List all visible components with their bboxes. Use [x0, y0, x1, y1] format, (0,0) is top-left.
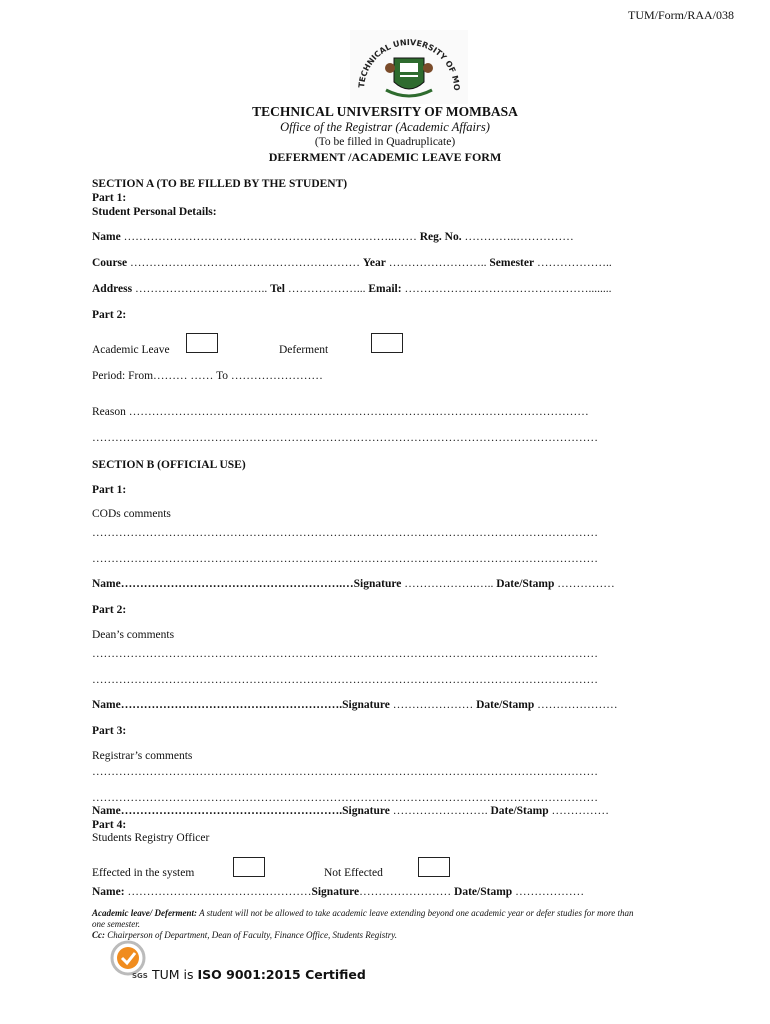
reason-row[interactable]	[92, 406, 589, 418]
year-field[interactable]: ……………………..	[388, 257, 487, 269]
email-label: Email:	[368, 283, 402, 295]
regno-field[interactable]: …………..……………	[464, 231, 574, 243]
cod-signature-label: Signature	[353, 578, 402, 590]
address-row[interactable]	[92, 283, 611, 295]
copies-note: (To be filled in Quadruplicate)	[314, 136, 456, 148]
academic-leave-note	[92, 908, 633, 918]
registrar-comments-line2[interactable]: ……………………………………………………………………………………………………………………	[92, 792, 598, 804]
note-text: A student will not be allowed to take academic leave extending beyond one academic year or defer studies for more than	[199, 908, 634, 918]
svg-text:SGS: SGS	[132, 972, 148, 980]
cod-name-field[interactable]: Name………………………………………………….…	[92, 578, 354, 590]
registrar-signature-label: Signature	[342, 805, 390, 817]
reason-field[interactable]: …………………………………………………………………………………………………………	[128, 406, 589, 418]
dean-date-field[interactable]: …………………	[537, 699, 618, 711]
officer-signature-field[interactable]: ……………………	[359, 886, 452, 898]
address-label: Address	[92, 283, 133, 295]
cod-comments-line2[interactable]: ……………………………………………………………………………………………………………………	[92, 553, 598, 565]
registrar-comments-line1[interactable]: ……………………………………………………………………………………………………………………	[92, 766, 598, 778]
not-effected-label: Not Effected	[324, 867, 383, 879]
period-to-field[interactable]: To ……………………	[216, 370, 323, 382]
personal-details-label: Student Personal Details:	[92, 206, 217, 218]
officer-signature-row[interactable]	[92, 886, 584, 898]
period-row[interactable]	[92, 370, 323, 382]
dean-comments-line1[interactable]: ……………………………………………………………………………………………………………………	[92, 648, 598, 660]
officer-date-label: Date/Stamp	[454, 886, 513, 898]
dean-signature-field[interactable]: …………………	[392, 699, 474, 711]
course-row[interactable]	[92, 257, 612, 269]
dean-comments-line2[interactable]: ……………………………………………………………………………………………………………………	[92, 674, 598, 686]
tel-label: Tel	[270, 283, 285, 295]
cod-date-label: Date/Stamp	[496, 578, 555, 590]
email-field[interactable]: …………………………………………........	[404, 283, 612, 295]
effected-label: Effected in the system	[92, 867, 195, 879]
section-b-part4: Part 4:	[92, 819, 127, 831]
cod-comments-line1[interactable]: ……………………………………………………………………………………………………………………	[92, 527, 598, 539]
course-label: Course	[92, 257, 128, 269]
officer-name-label: Name:	[92, 886, 125, 898]
effected-checkbox[interactable]	[233, 857, 265, 877]
dean-signature-label: Signature	[342, 699, 390, 711]
registrar-signature-row[interactable]	[92, 805, 609, 817]
registry-officer-label: Students Registry Officer	[92, 832, 210, 844]
name-field[interactable]: ……………………………………………………………..……	[123, 231, 417, 243]
note-text-line2: one semester.	[92, 919, 140, 929]
regno-label: Reg. No.	[419, 231, 462, 243]
name-row[interactable]	[92, 231, 574, 243]
section-a-part2: Part 2:	[92, 309, 127, 321]
cc-text: Chairperson of Department, Dean of Faculty, Finance Office, Students Registry.	[107, 930, 397, 940]
officer-signature-label: Signature	[311, 886, 360, 898]
iso-prefix: TUM is	[152, 967, 194, 982]
section-b-part1: Part 1:	[92, 484, 127, 496]
dean-date-label: Date/Stamp	[476, 699, 535, 711]
semester-field[interactable]: ………………..	[536, 257, 612, 269]
section-b-part2: Part 2:	[92, 604, 127, 616]
tel-field[interactable]: ………………...	[287, 283, 366, 295]
dean-signature-row[interactable]	[92, 699, 618, 711]
cod-comments-label: CODs comments	[92, 508, 171, 520]
section-a-part1: Part 1:	[92, 192, 127, 204]
cod-signature-field[interactable]: ……………….…..	[404, 578, 494, 590]
registrar-comments-label: Registrar’s comments	[92, 750, 193, 762]
cc-label: Cc:	[92, 930, 105, 940]
name-label: Name	[92, 231, 121, 243]
university-logo	[350, 30, 468, 104]
academic-leave-label: Academic Leave	[92, 344, 170, 356]
office-name: Office of the Registrar (Academic Affairs)	[280, 120, 490, 134]
semester-label: Semester	[489, 257, 535, 269]
registrar-date-label: Date/Stamp	[490, 805, 549, 817]
period-from-field[interactable]: Period: From……… ……	[92, 370, 214, 382]
dean-comments-label: Dean’s comments	[92, 629, 175, 641]
sgs-badge-icon	[104, 940, 152, 980]
registrar-date-field[interactable]: ……………	[551, 805, 609, 817]
iso-certification	[152, 967, 366, 982]
registrar-name-field[interactable]: Name………………………………………………….	[92, 805, 343, 817]
cod-date-field[interactable]: ……………	[557, 578, 615, 590]
dean-name-field[interactable]: Name………………………………………………….	[92, 699, 343, 711]
cc-note	[92, 930, 397, 940]
year-label: Year	[362, 257, 386, 269]
deferment-checkbox[interactable]	[371, 333, 403, 353]
section-a-title: SECTION A (TO BE FILLED BY THE STUDENT)	[92, 178, 348, 190]
officer-date-field[interactable]: ………………	[515, 886, 585, 898]
deferment-label: Deferment	[279, 344, 329, 356]
section-b-title: SECTION B (OFFICIAL USE)	[92, 459, 246, 471]
note-label: Academic leave/ Deferment:	[92, 908, 197, 918]
section-b-part3: Part 3:	[92, 725, 127, 737]
course-field[interactable]: ……………………………………………………	[130, 257, 361, 269]
officer-name-field[interactable]: …………………………………………	[127, 886, 312, 898]
svg-text:TECHNICAL UNIVERSITY OF MOMBAS: TECHNICAL UNIVERSITY OF MO	[356, 37, 462, 91]
university-name: TECHNICAL UNIVERSITY OF MOMBASA	[252, 104, 518, 119]
reason-label: Reason	[92, 406, 126, 418]
iso-text: ISO 9001:2015 Certified	[197, 967, 366, 982]
form-code: TUM/Form/RAA/038	[627, 8, 734, 22]
registrar-signature-field[interactable]: …………………….	[392, 805, 488, 817]
form-title: DEFERMENT /ACADEMIC LEAVE FORM	[268, 150, 502, 164]
address-field[interactable]: ……………………………..	[134, 283, 268, 295]
cod-signature-row[interactable]	[92, 578, 615, 590]
academic-leave-checkbox[interactable]	[186, 333, 218, 353]
reason-field-line2[interactable]: ……………………………………………………………………………………………………………………	[92, 432, 598, 444]
not-effected-checkbox[interactable]	[418, 857, 450, 877]
